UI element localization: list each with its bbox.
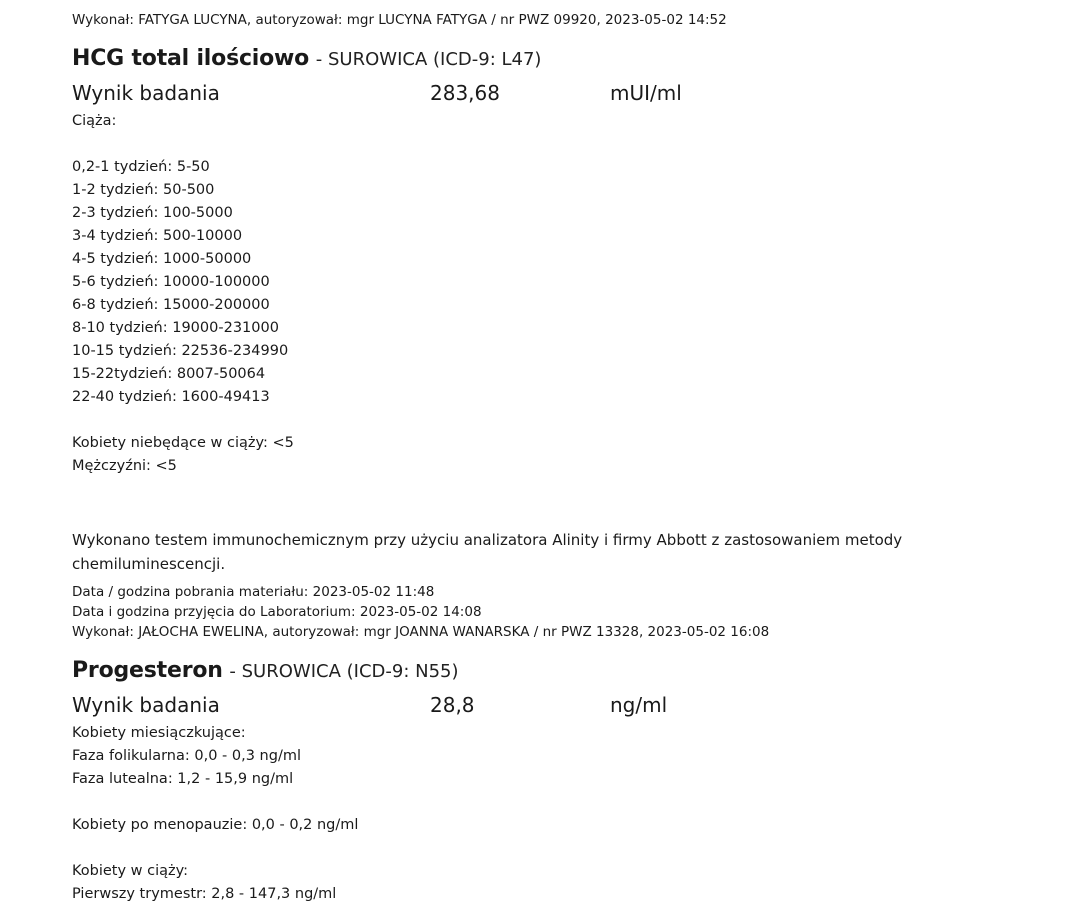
norm-blank xyxy=(72,837,1008,860)
top-authorization-line: Wykonał: FATYGA LUCYNA, autoryzował: mgr LUCYNA FATYGA / nr PWZ 09920, 2023-05-02 14:52 xyxy=(72,12,727,28)
norm-line: 3-4 tydzień: 500-10000 xyxy=(72,228,243,244)
norm-line: Pierwszy trymestr: 2,8 - 147,3 ng/ml xyxy=(72,886,337,902)
test-heading-hcg xyxy=(72,44,1008,74)
section-spacer xyxy=(72,478,1008,526)
norms-progesteron xyxy=(72,722,1008,906)
norm-line: 22-40 tydzień: 1600-49413 xyxy=(72,389,270,405)
test-heading-progesteron xyxy=(72,656,1008,686)
norm-line: 8-10 tydzień: 19000-231000 xyxy=(72,320,279,336)
norm-line: Mężczyźni: <5 xyxy=(72,458,177,474)
lab-reception-datetime-line: Data i godzina przyjęcia do Laboratorium: 2023-05-02 14:08 xyxy=(72,604,482,620)
norm-line: 2-3 tydzień: 100-5000 xyxy=(72,205,233,221)
test-material-hcg: - SUROWICA (ICD-9: L47) xyxy=(315,49,542,70)
norms-hcg xyxy=(72,110,1008,478)
norm-line: Kobiety w ciąży: xyxy=(72,863,189,879)
norm-line: Kobiety miesiączkujące: xyxy=(72,725,246,741)
authorization-line: Wykonał: JAŁOCHA EWELINA, autoryzował: mgr JOANNA WANARSKA / nr PWZ 13328, 2023-05-02 16:08 xyxy=(72,624,770,640)
result-value-hcg: 283,68 xyxy=(430,81,500,105)
result-label-hcg: Wynik badania xyxy=(72,81,220,105)
norm-blank xyxy=(72,409,1008,432)
sample-info-hcg xyxy=(72,582,1008,642)
norm-line: Kobiety po menopauzie: 0,0 - 0,2 ng/ml xyxy=(72,817,359,833)
result-unit-progesteron: ng/ml xyxy=(610,693,668,717)
norm-line: Faza lutealna: 1,2 - 15,9 ng/ml xyxy=(72,771,294,787)
norm-line: 5-6 tydzień: 10000-100000 xyxy=(72,274,270,290)
result-row-hcg xyxy=(72,78,1008,108)
norm-line: 0,2-1 tydzień: 5-50 xyxy=(72,159,210,175)
method-note-hcg: Wykonano testem immunochemicznym przy użyciu analizatora Alinity i firmy Abbott z zastosowaniem metody chemiluminescencji. xyxy=(72,531,903,573)
norm-line: 4-5 tydzień: 1000-50000 xyxy=(72,251,252,267)
norm-line: 6-8 tydzień: 15000-200000 xyxy=(72,297,270,313)
result-unit-hcg: mUI/ml xyxy=(610,81,682,105)
result-value-progesteron: 28,8 xyxy=(430,693,475,717)
norm-line: Kobiety niebędące w ciąży: <5 xyxy=(72,435,294,451)
result-row-progesteron xyxy=(72,690,1008,720)
norm-line: 10-15 tydzień: 22536-234990 xyxy=(72,343,289,359)
result-label-progesteron: Wynik badania xyxy=(72,693,220,717)
test-material-progesteron: - SUROWICA (ICD-9: N55) xyxy=(229,661,459,682)
norm-line: Ciąża: xyxy=(72,113,117,129)
norm-line: Faza folikularna: 0,0 - 0,3 ng/ml xyxy=(72,748,301,764)
collection-datetime-line: Data / godzina pobrania materiału: 2023-05-02 11:48 xyxy=(72,584,435,600)
test-name-progesteron: Progesteron xyxy=(72,658,223,683)
norm-blank xyxy=(72,791,1008,814)
norm-blank xyxy=(72,133,1008,156)
test-name-hcg: HCG total ilościowo xyxy=(72,46,310,71)
norm-line: 1-2 tydzień: 50-500 xyxy=(72,182,215,198)
norm-line: 15-22tydzień: 8007-50064 xyxy=(72,366,266,382)
